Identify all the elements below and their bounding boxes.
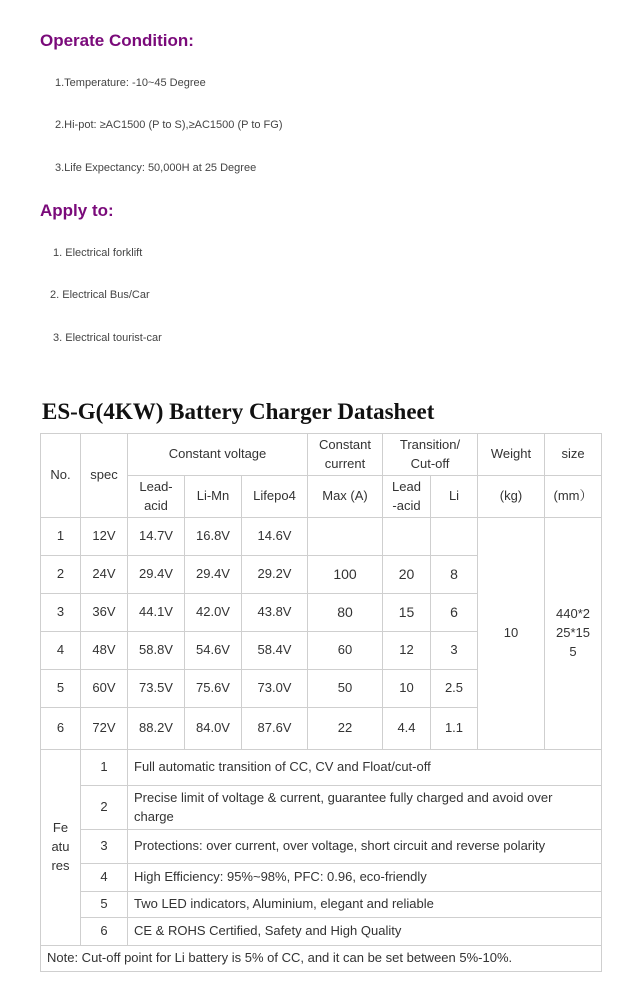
operate-condition-heading: Operate Condition: [40,31,194,50]
row-lifepo4: 43.8V [242,594,308,632]
operate-item-hipot: 2.Hi-pot: ≥AC1500 (P to S),≥AC1500 (P to FG) [55,119,283,131]
feature-text: Precise limit of voltage & current, guarantee fully charged and avoid over charge [128,786,602,830]
header-mm: (mm） [545,476,602,518]
row-cutoff-li: 2.5 [431,670,478,708]
feature-row [41,892,602,918]
row-li-mn: 16.8V [185,518,242,556]
feature-text: Two LED indicators, Aluminium, elegant and reliable [128,892,602,918]
row-cutoff-li: 3 [431,632,478,670]
table-row [41,518,602,556]
row-cutoff-li: 8 [431,556,478,594]
header-transition: Transition/ Cut-off [383,434,478,476]
row-no: 2 [41,556,81,594]
feature-no: 2 [81,786,128,830]
header-spec: spec [81,434,128,518]
row-lifepo4: 29.2V [242,556,308,594]
feature-row [41,864,602,892]
row-li-mn: 29.4V [185,556,242,594]
header-li-mn: Li-Mn [185,476,242,518]
row-spec: 36V [81,594,128,632]
row-lead-acid: 88.2V [128,708,185,750]
row-lifepo4: 58.4V [242,632,308,670]
row-no: 5 [41,670,81,708]
header-max-a: Max (A) [308,476,383,518]
size-value: 440*2 25*15 5 [545,518,602,750]
feature-no: 6 [81,918,128,946]
row-lead-acid: 14.7V [128,518,185,556]
feature-text: Full automatic transition of CC, CV and Float/cut-off [128,750,602,786]
weight-value: 10 [478,518,545,750]
row-spec: 48V [81,632,128,670]
feature-text: High Efficiency: 95%~98%, PFC: 0.96, eco-friendly [128,864,602,892]
row-lead-acid: 29.4V [128,556,185,594]
feature-no: 1 [81,750,128,786]
row-cutoff-lead [383,518,431,556]
row-cutoff-lead: 12 [383,632,431,670]
feature-text: Protections: over current, over voltage, short circuit and reverse polarity [128,830,602,864]
row-lifepo4: 73.0V [242,670,308,708]
row-cutoff-lead: 20 [383,556,431,594]
feature-row [41,918,602,946]
row-max-a: 22 [308,708,383,750]
row-cutoff-li [431,518,478,556]
apply-item-bus: 2. Electrical Bus/Car [50,289,150,301]
row-lifepo4: 87.6V [242,708,308,750]
feature-row [41,750,602,786]
apply-item-tourist: 3. Electrical tourist-car [53,332,162,344]
row-no: 1 [41,518,81,556]
datasheet-title: ES-G(4KW) Battery Charger Datasheet [42,399,435,424]
feature-no: 4 [81,864,128,892]
apply-item-forklift: 1. Electrical forklift [53,247,143,259]
datasheet-table [40,433,602,972]
row-lead-acid: 58.8V [128,632,185,670]
row-cutoff-lead: 10 [383,670,431,708]
row-no: 6 [41,708,81,750]
header-cutoff-lead: Lead -acid [383,476,431,518]
header-lead-acid: Lead- acid [128,476,185,518]
feature-text: CE & ROHS Certified, Safety and High Quality [128,918,602,946]
header-lifepo4: Lifepo4 [242,476,308,518]
row-li-mn: 75.6V [185,670,242,708]
row-lead-acid: 44.1V [128,594,185,632]
row-max-a: 50 [308,670,383,708]
feature-row [41,830,602,864]
operate-item-life: 3.Life Expectancy: 50,000H at 25 Degree [55,162,257,174]
row-no: 3 [41,594,81,632]
row-max-a [308,518,383,556]
header-constant-voltage: Constant voltage [128,434,308,476]
header-constant-current: Constant current [308,434,383,476]
row-max-a: 100 [308,556,383,594]
row-li-mn: 54.6V [185,632,242,670]
row-cutoff-li: 6 [431,594,478,632]
header-cutoff-li: Li [431,476,478,518]
row-spec: 24V [81,556,128,594]
feature-no: 3 [81,830,128,864]
row-li-mn: 42.0V [185,594,242,632]
row-lead-acid: 73.5V [128,670,185,708]
row-li-mn: 84.0V [185,708,242,750]
row-spec: 60V [81,670,128,708]
row-lifepo4: 14.6V [242,518,308,556]
row-max-a: 60 [308,632,383,670]
header-weight: Weight [478,434,545,476]
row-max-a: 80 [308,594,383,632]
datasheet-note: Note: Cut-off point for Li battery is 5% of CC, and it can be set between 5%-10%. [41,946,602,972]
note-row [41,946,602,972]
operate-item-temperature: 1.Temperature: -10~45 Degree [55,77,206,89]
apply-to-heading: Apply to: [40,201,114,220]
feature-row [41,786,602,830]
row-spec: 72V [81,708,128,750]
row-no: 4 [41,632,81,670]
row-spec: 12V [81,518,128,556]
row-cutoff-lead: 15 [383,594,431,632]
features-label: Fe atu res [41,750,81,946]
header-size: size [545,434,602,476]
row-cutoff-lead: 4.4 [383,708,431,750]
row-cutoff-li: 1.1 [431,708,478,750]
feature-no: 5 [81,892,128,918]
header-no: No. [41,434,81,518]
header-kg: (kg) [478,476,545,518]
